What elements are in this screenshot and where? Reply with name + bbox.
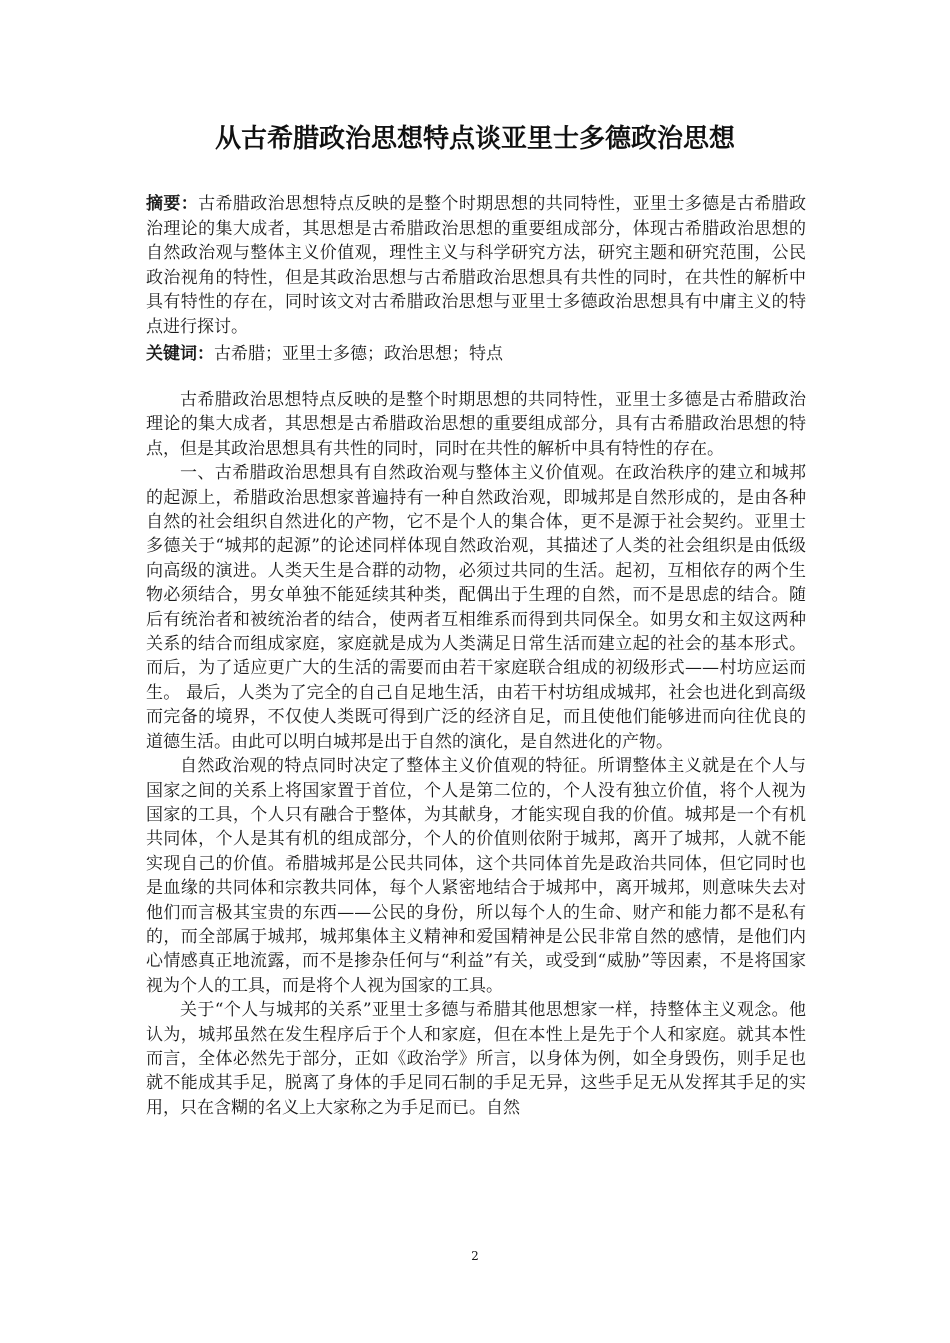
abstract-label: 摘要： (146, 194, 199, 214)
body-paragraph: 一、古希腊政治思想具有自然政治观与整体主义价值观。在政治秩序的建立和城邦的起源上，希腊政治思想家普遍持有一种自然政治观，即城邦是自然形成的，是由各种自然的社会组织自然进化的产物，它不是个人的集合体，更不是源于社会契约。亚里士多德关于“城邦的起源”的论述同样体现自然政治观，其描述了人类的社会组织是由低级向高级的演进。人类天生是合群的动物，必须过共同的生活。起初，互相依存的两个生物必须结合，男女单独不能延续其种类，配偶出于生理的自然，而不是思虑的结合。随后有统治者和被统治者的结合，使两者互相维系而得到共同保全。如男女和主奴这两种关系的结合而组成家庭，家庭就是成为人类满足日常生活而建立起的社会的基本形式。而后，为了适应更广大的生活的需要而由若干家庭联合组成的初级形式——村坊应运而生。 最后，人类为了完全的自己自足地生活，由若干村坊组成城邦，社会也进化到高级而完备的境界，不仅使人类既可得到广泛的经济自足，而且使他们能够进而向往优良的道德生活。由此可以明白城邦是出于自然的演化，是自然进化的产物。 (146, 463, 806, 752)
document-title: 从古希腊政治思想特点谈亚里士多德政治思想 (214, 124, 735, 154)
body-paragraph: 关于“个人与城邦的关系”亚里士多德与希腊其他思想家一样，持整体主义观念。他认为，城邦虽然在发生程序后于个人和家庭，但在本性上是先于个人和家庭。就其本性而言，全体必然先于部分，正如《政治学》所言，以身体为例，如全身毁伤，则手足也就不能成其手足，脱离了身体的手足同石制的手足无异，这些手足无从发挥其手足的实用，只在含糊的名义上大家称之为手足而已。自然 (146, 1000, 806, 1118)
body-text (146, 388, 806, 1120)
keywords-text: 古希腊；亚里士多德；政治思想；特点 (214, 344, 503, 364)
page-number: 2 (471, 1249, 479, 1263)
body-paragraph: 古希腊政治思想特点反映的是整个时期思想的共同特性，亚里士多德是古希腊政治理论的集大成者，其思想是古希腊政治思想的重要组成部分，具有古希腊政治思想的特点，但是其政治思想具有共性的同时，同时在共性的解析中具有特性的存在。 (146, 390, 806, 459)
abstract-text: 古希腊政治思想特点反映的是整个时期思想的共同特性，亚里士多德是古希腊政治理论的集大成者，其思想是古希腊政治思想的重要组成部分，体现古希腊政治思想的自然政治观与整体主义价值观，理性主义与科学研究方法，研究主题和研究范围，公民政治视角的特性，但是其政治思想与古希腊政治思想具有共性的同时，在共性的解析中具有特性的存在，同时该文对古希腊政治思想与亚里士多德政治思想具有中庸主义的特点进行探讨。 (146, 194, 807, 337)
abstract (146, 192, 806, 340)
keywords-label: 关键词： (146, 344, 214, 364)
body-paragraph: 自然政治观的特点同时决定了整体主义价值观的特征。所谓整体主义就是在个人与国家之间的关系上将国家置于首位，个人是第二位的，个人没有独立价值，将个人视为国家的工具，个人只有融合于整体，为其献身，才能实现自我的价值。城邦是一个有机共同体，个人是其有机的组成部分，个人的价值则依附于城邦，离开了城邦，人就不能实现自己的价值。希腊城邦是公民共同体，这个共同体首先是政治共同体，但它同时也是血缘的共同体和宗教共同体，每个人紧密地结合于城邦中，离开城邦，则意味失去对他们而言极其宝贵的东西——公民的身份，所以每个人的生命、财产和能力都不是私有的，而全部属于城邦，城邦集体主义精神和爱国精神是公民非常自然的感情，是他们内心情感真正地流露，而不是掺杂任何与“利益”有关，或受到“威胁”等因素，不是将国家视为个人的工具，而是将个人视为国家的工具。 (146, 756, 806, 996)
keywords (146, 342, 806, 366)
